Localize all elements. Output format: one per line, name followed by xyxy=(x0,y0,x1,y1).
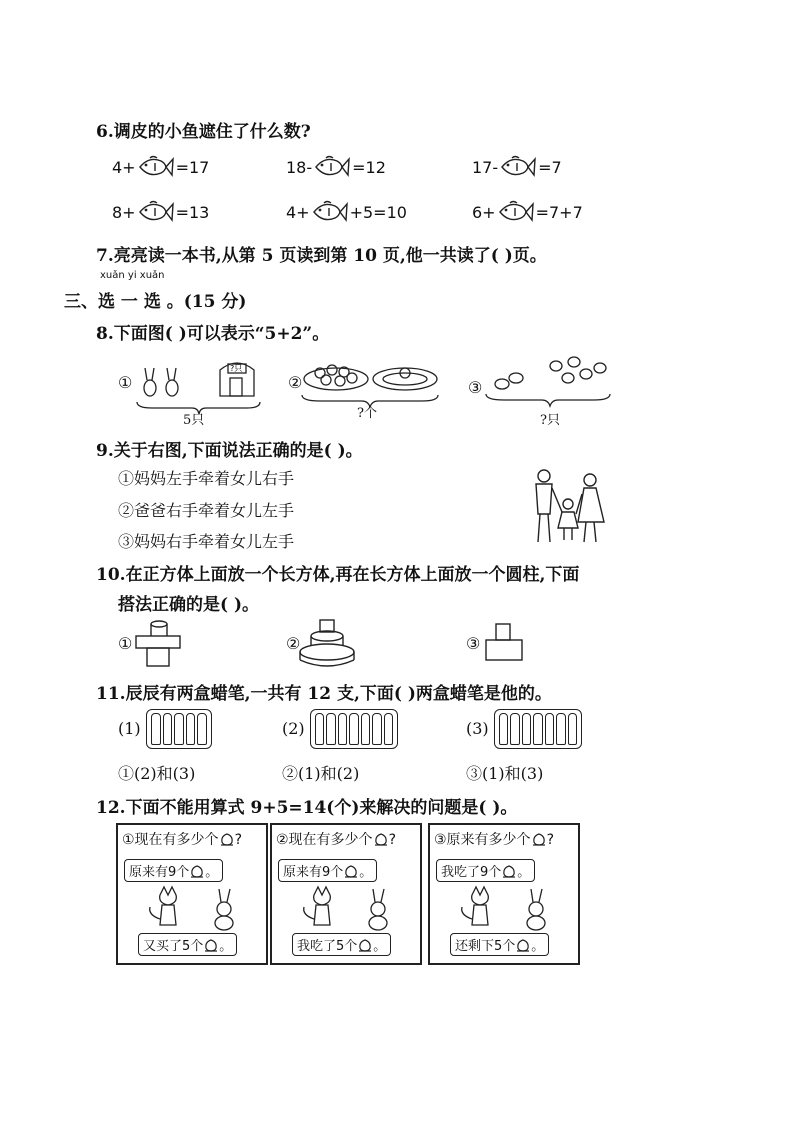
q11-box-3-label: (3) xyxy=(466,719,489,738)
peach-icon xyxy=(373,832,389,846)
section3-pinyin: xuǎn yi xuǎn xyxy=(100,270,165,281)
crayon-icon xyxy=(197,713,207,745)
panel-title-text: ①现在有多少个 xyxy=(122,832,219,848)
peach-icon xyxy=(515,938,531,952)
bubble-mark: 。 xyxy=(205,865,219,880)
bubble-text: 我吃了9个 xyxy=(441,865,502,880)
panel-title xyxy=(276,829,396,849)
crayon-icon xyxy=(151,713,161,745)
equation-right: +5=10 xyxy=(349,202,407,222)
q9-text: 9.关于右图,下面说法正确的是( )。 xyxy=(96,441,363,461)
q11-box-3 xyxy=(494,709,582,749)
peach-icon xyxy=(189,864,205,878)
peach-icon xyxy=(219,832,235,846)
crayon-icon xyxy=(384,713,393,745)
fish-icon xyxy=(499,154,537,180)
q10-option-1-figure xyxy=(134,616,184,668)
q11-box-1-label: (1) xyxy=(118,719,141,738)
panel-title-mark: ? xyxy=(388,832,396,848)
equation-right: =17 xyxy=(175,157,210,177)
peach-icon xyxy=(531,832,547,846)
q9-option-2: ②爸爸右手牵着女儿左手 xyxy=(118,501,295,520)
q12-panel-2 xyxy=(270,823,422,965)
bubble-text: 原来有9个 xyxy=(129,865,190,880)
fox-and-rabbit-figure xyxy=(456,885,566,931)
equation-left: 4+ xyxy=(286,202,310,222)
panel-title-text: ②现在有多少个 xyxy=(276,832,373,848)
q8-option-3-label: ?只 xyxy=(540,413,560,428)
q11-choice-1: ①(2)和(3) xyxy=(118,764,196,783)
q10-line1: 10.在正方体上面放一个长方体,再在长方体上面放一个圆柱,下面 xyxy=(96,565,580,585)
speech-bubble-top xyxy=(436,859,535,882)
q9-option-3: ③妈妈右手牵着女儿左手 xyxy=(118,532,295,551)
q6-equation xyxy=(112,154,209,180)
q7-text: 7.亮亮读一本书,从第 5 页读到第 10 页,他一共读了( )页。 xyxy=(96,246,547,266)
q11-choice-2: ②(1)和(2) xyxy=(282,764,360,783)
bubble-text: 原来有9个 xyxy=(283,865,344,880)
speech-bubble-bottom xyxy=(138,933,237,956)
q6-title: 6.调皮的小鱼遮住了什么数? xyxy=(96,122,311,142)
crayon-icon xyxy=(556,713,565,745)
crayon-icon xyxy=(338,713,347,745)
q6-equation xyxy=(286,154,386,180)
crayon-icon xyxy=(349,713,358,745)
speech-bubble-top xyxy=(124,859,223,882)
crayon-icon xyxy=(326,713,335,745)
fox-and-rabbit-figure xyxy=(144,885,254,931)
panel-title xyxy=(434,829,554,849)
equation-left: 6+ xyxy=(472,202,496,222)
q12-panel-1 xyxy=(116,823,268,965)
panel-title-mark: ? xyxy=(234,832,242,848)
panel-title xyxy=(122,829,242,849)
equation-left: 4+ xyxy=(112,157,136,177)
bubble-mark: 。 xyxy=(219,939,233,954)
q12-panel-3 xyxy=(428,823,580,965)
q6-equation xyxy=(286,199,407,225)
crayon-icon xyxy=(186,713,196,745)
crayon-icon xyxy=(499,713,508,745)
q11-box-1 xyxy=(146,709,212,749)
fish-icon xyxy=(311,199,349,225)
speech-bubble-bottom xyxy=(292,933,391,956)
speech-bubble-bottom xyxy=(450,933,549,956)
bubble-mark: 。 xyxy=(359,865,373,880)
q8-option-1-label: 5只 xyxy=(183,413,205,428)
equation-left: 18- xyxy=(286,157,313,177)
q6-equation xyxy=(112,199,209,225)
crayon-icon xyxy=(174,713,184,745)
crayon-icon xyxy=(545,713,554,745)
q10-option-3-num: ③ xyxy=(466,634,481,653)
section3-title: 三、选 一 选 。(15 分) xyxy=(64,292,247,312)
fish-icon xyxy=(137,154,175,180)
panel-title-text: ③原来有多少个 xyxy=(434,832,531,848)
crayon-icon xyxy=(163,713,173,745)
bubble-text: 还剩下5个 xyxy=(455,939,516,954)
equation-right: =7+7 xyxy=(535,202,583,222)
crayon-icon xyxy=(533,713,542,745)
q11-box-2-label: (2) xyxy=(282,719,305,738)
crayon-icon xyxy=(372,713,381,745)
speech-bubble-top xyxy=(278,859,377,882)
bubble-mark: 。 xyxy=(531,939,545,954)
equation-right: =7 xyxy=(538,157,562,177)
q10-option-2-figure xyxy=(298,616,358,670)
q8-sign-label: ?只 xyxy=(230,364,243,373)
q10-option-3-figure xyxy=(482,620,526,664)
q10-option-2-num: ② xyxy=(286,634,301,653)
peach-icon xyxy=(343,864,359,878)
q8-option-2-label: ?个 xyxy=(357,406,377,421)
crayon-icon xyxy=(522,713,531,745)
q8-option-1-num: ① xyxy=(118,373,133,392)
peach-icon xyxy=(501,864,517,878)
q8-option-2-num: ② xyxy=(288,373,303,392)
fish-icon xyxy=(137,199,175,225)
q6-equation xyxy=(472,199,583,225)
crayon-icon xyxy=(361,713,370,745)
crayon-icon xyxy=(510,713,519,745)
q12-text: 12.下面不能用算式 9+5=14(个)来解决的问题是( )。 xyxy=(96,798,518,818)
q9-option-1: ①妈妈左手牵着女儿右手 xyxy=(118,469,295,488)
q8-text: 8.下面图( )可以表示“5+2”。 xyxy=(96,324,330,344)
fish-icon xyxy=(313,154,351,180)
q10-option-1-num: ① xyxy=(118,634,133,653)
fish-icon xyxy=(497,199,535,225)
equation-left: 17- xyxy=(472,157,499,177)
q9-family-figure xyxy=(524,466,608,546)
q10-line2: 搭法正确的是( )。 xyxy=(118,595,260,615)
fox-and-rabbit-figure xyxy=(298,885,408,931)
bubble-text: 我吃了5个 xyxy=(297,939,358,954)
bubble-mark: 。 xyxy=(373,939,387,954)
q6-equation xyxy=(472,154,562,180)
bubble-text: 又买了5个 xyxy=(143,939,204,954)
peach-icon xyxy=(357,938,373,952)
equation-left: 8+ xyxy=(112,202,136,222)
crayon-icon xyxy=(568,713,577,745)
crayon-icon xyxy=(315,713,324,745)
q8-option-3-num: ③ xyxy=(468,378,483,397)
equation-right: =13 xyxy=(175,202,210,222)
equation-right: =12 xyxy=(352,157,386,177)
q11-box-2 xyxy=(310,709,398,749)
bubble-mark: 。 xyxy=(517,865,531,880)
peach-icon xyxy=(203,938,219,952)
q11-text: 11.辰辰有两盒蜡笔,一共有 12 支,下面( )两盒蜡笔是他的。 xyxy=(96,684,552,704)
q11-choice-3: ③(1)和(3) xyxy=(466,764,544,783)
panel-title-mark: ? xyxy=(546,832,554,848)
